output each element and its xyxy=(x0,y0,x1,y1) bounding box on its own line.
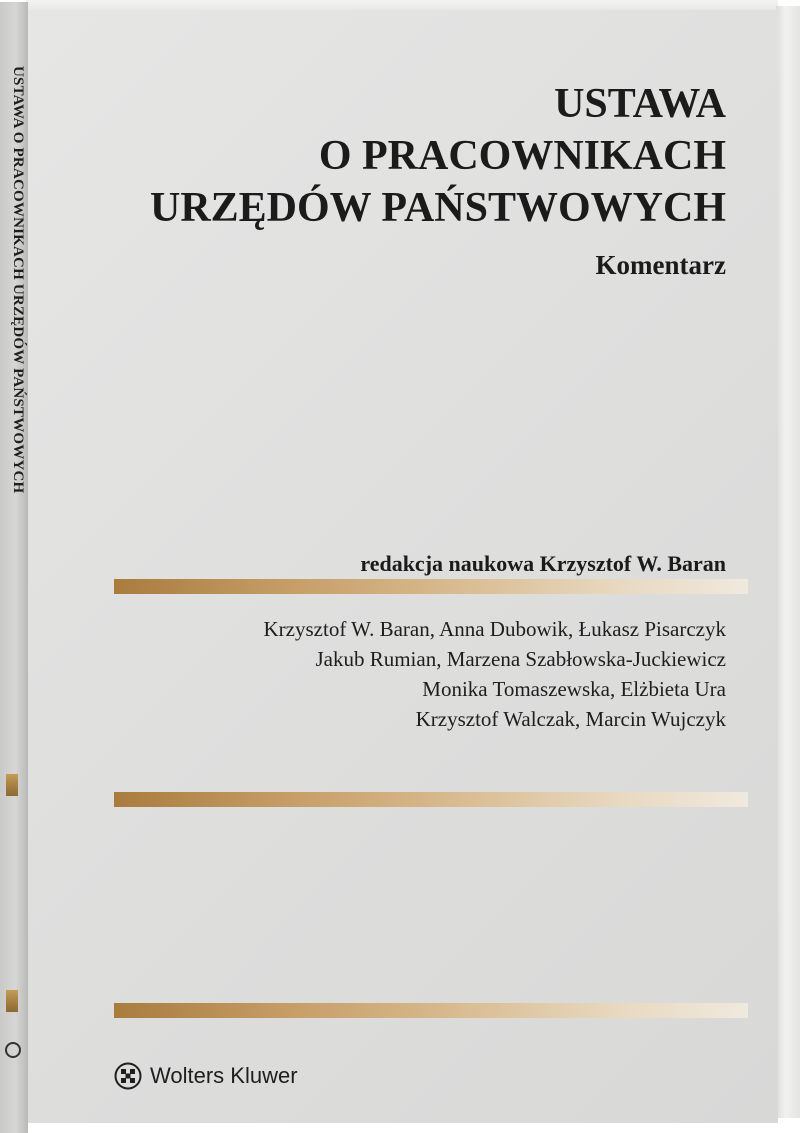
book-title-line: O PRACOWNIKACH xyxy=(318,133,726,179)
scientific-editor: redakcja naukowa Krzysztof W. Baran xyxy=(360,551,726,576)
book-title-line: URZĘDÓW PAŃSTWOWYCH xyxy=(149,185,726,231)
authors-line: Krzysztof W. Baran, Anna Dubowik, Łukasz Pisarczyk xyxy=(263,617,726,641)
authors-list xyxy=(264,614,726,734)
spine-gold-mark xyxy=(6,990,18,1012)
front-cover xyxy=(28,10,778,1123)
wolters-kluwer-logo-icon xyxy=(114,1062,142,1090)
authors-line: Krzysztof Walczak, Marcin Wujczyk xyxy=(415,707,726,731)
gold-divider-bar xyxy=(114,792,748,807)
authors-line: Monika Tomaszewska, Elżbieta Ura xyxy=(422,677,726,701)
page-edge-top xyxy=(26,0,778,10)
authors-line: Jakub Rumian, Marzena Szabłowska-Juckiewicz xyxy=(315,647,726,671)
gold-divider-bar xyxy=(114,579,748,594)
book-spine xyxy=(0,2,28,1133)
book-title-line: USTAWA xyxy=(554,81,726,127)
gold-divider-bar xyxy=(114,1003,748,1018)
title-block xyxy=(150,78,726,282)
spine-title: USTAWA O PRACOWNIKACH URZĘDÓW PAŃSTWOWYCH xyxy=(10,66,26,494)
book-subtitle: Komentarz xyxy=(595,250,726,280)
page-edge-right xyxy=(776,6,800,1118)
spine-gold-mark xyxy=(6,774,18,796)
spine-logo-icon xyxy=(5,1042,21,1058)
publisher-name: Wolters Kluwer xyxy=(150,1063,298,1088)
publisher-logo xyxy=(114,1062,298,1090)
